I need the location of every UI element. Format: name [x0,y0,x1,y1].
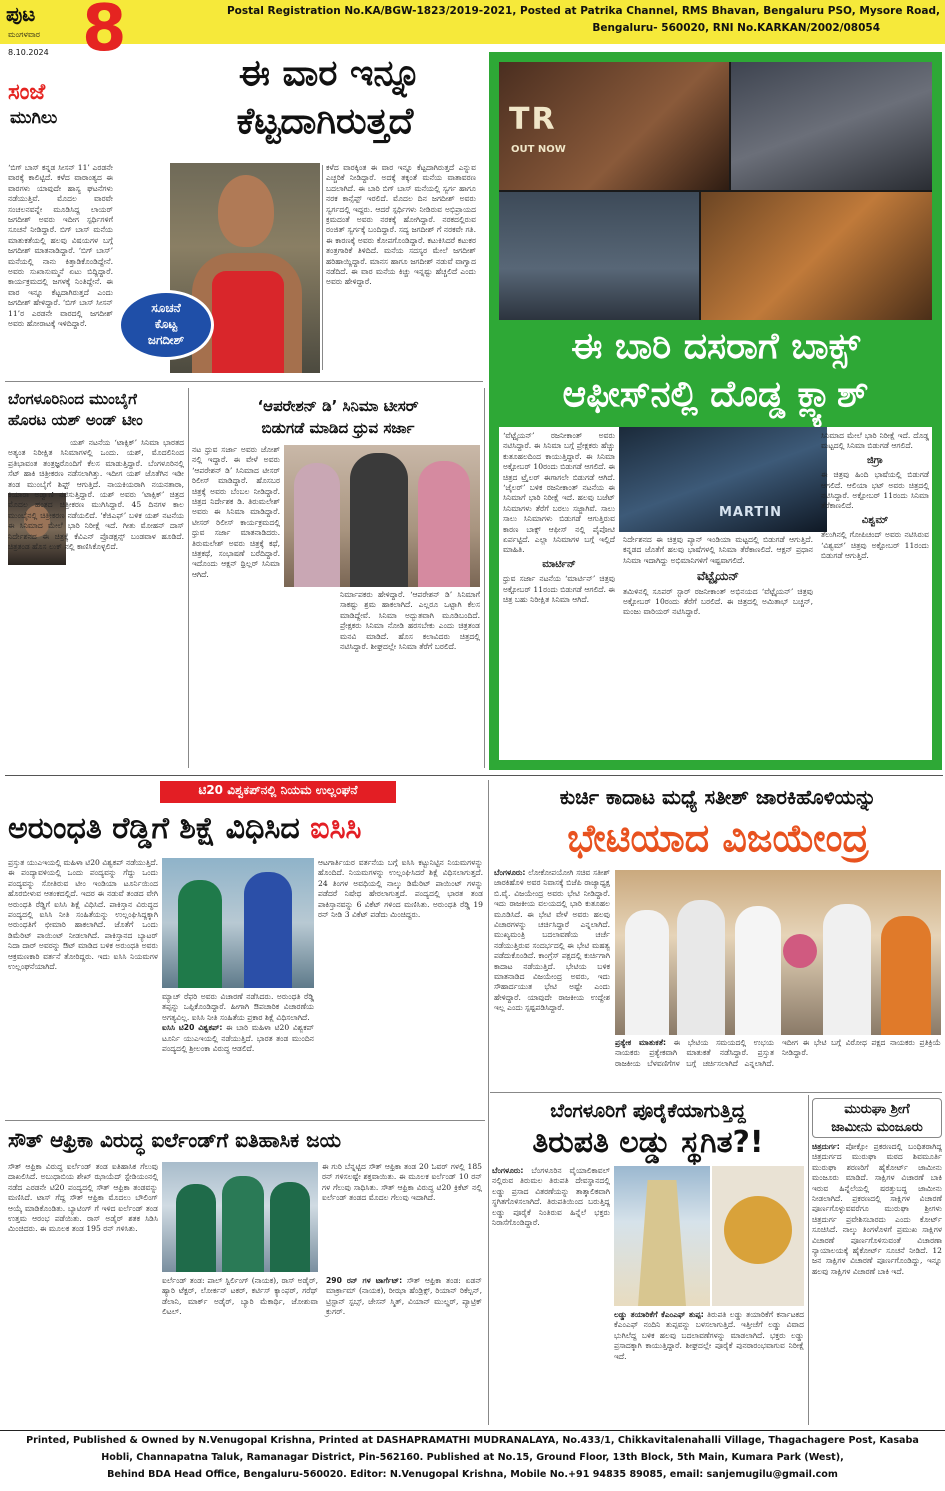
dasara-col-2-text: ನಿರ್ದೇಶನದ ಈ ಚಿತ್ರವು ಪ್ಯಾನ್ ಇಂಡಿಯಾ ಮಟ್ಟದಲ್ಲಿ ಬಿಡುಗಡೆ ಆಗುತ್ತಿದೆ. ಕನ್ನಡದ ಜೊತೆಗೆ ಹಲವು ಭಾಷೆಗಳಲ್ಲಿ ಸಿನಿಮಾ ತೆರೆಕಾಣಲಿದೆ. ಆಕ್ಷನ್ ಪ್ರಧಾನ ಸಿನಿಮಾ ಇದಾಗಿದ್ದು ಅಭಿಮಾನಿಗಳಿಗೆ ಇಷ್ಟವಾಗಲಿದೆ. [623,535,813,565]
yash-text: ಯಶ್ ನಟನೆಯ ‘ಟಾಕ್ಸಿಕ್’ ಸಿನಿಮಾ ಭಾರತದ ಅತ್ಯಂತ ನಿರೀಕ್ಷಿತ ಸಿನಿಮಾಗಳಲ್ಲಿ ಒಂದು. ಯಶ್, ಮೊದಲಿನಿಂದ ಪ್ರತಿಭಾವಂತ ತಂತ್ರಜ್ಞರೊಂದಿಗೆ ಕೆಲಸ ಮಾಡುತ್ತಿದ್ದಾರೆ. ಬೆಂಗಳೂರಿನಲ್ಲಿ ಸೆಟ್ ಹಾಕಿ ಚಿತ್ರೀಕರಣ ನಡೆಸಲಾಗಿತ್ತು. ಇದೀಗ ಯಶ್ ಜೊತೆಗಿನ ಇಡೀ ತಂಡ ಮುಂಬೈಗೆ ಶಿಫ್ಟ್ ಆಗುತ್ತಿದೆ. ನಾಯಕಿಯರಾಗಿ ನಯನತಾರಾ, ಕಿಯಾರಾ ಅಡ್ವಾಣಿ ನಟಿಸುತ್ತಿದ್ದಾರೆ. ಯಶ್ ಅವರು ‘ಟಾಕ್ಸಿಕ್’ ಚಿತ್ರದ ಮೊದಲ ಹಂತದ ಚಿತ್ರೀಕರಣ ಮುಗಿಸಿದ್ದಾರೆ. 45 ದಿನಗಳ ಕಾಲ ಮುಂಬೈನಲ್ಲಿ ಚಿತ್ರೀಕರಣ ನಡೆಯಲಿದೆ. ‘ಕೆಜಿಎಫ್’ ಬಳಿಕ ಯಶ್ ನಟನೆಯ ಈ ಸಿನಿಮಾದ ಮೇಲೆ ಭಾರಿ ನಿರೀಕ್ಷೆ ಇದೆ. ಗೀತು ಮೋಹನ್ ದಾಸ್ ನಿರ್ದೇಶನದ ಈ ಚಿತ್ರಕ್ಕೆ ಕೆವಿಎನ್ ಪ್ರೊಡಕ್ಷನ್ಸ್ ಬಂಡವಾಳ ಹೂಡಿದೆ. ಚಿತ್ರತಂಡ ಹೊಸ ಲುಕ್ ನಲ್ಲಿ ಕಾಣಿಸಿಕೊಳ್ಳಲಿದೆ. [8,438,184,552]
ireland-photo [162,1162,318,1272]
page-word-overlay: ಪುಟ [6,2,36,26]
vijayendra-headline-2: ಭೇಟಿಯಾದ ವಿಜಯೇಂದ್ರ [567,816,869,860]
operation-d-headline-2: ಬಿಡುಗಡೆ ಮಾಡಿದ ಧ್ರುವ ಸರ್ಜಾ [261,419,415,437]
paper-name-2-overlay: ಮುಗಿಲು [10,108,58,128]
ireland-text-3-container [162,1276,482,1424]
ireland-text-1: ಸೌತ್ ಆಫ್ರಿಕಾ ವಿರುದ್ಧ ಐರ್ಲೆಂಡ್ ತಂಡ ಐತಿಹಾಸಿಕ ಗೆಲುವು ದಾಖಲಿಸಿದೆ. ಅಬುಧಾಬಿಯ ಶೇಖ್ ಝಾಯೆದ್ ಸ್ಟೇಡಿಯಂನಲ್ಲಿ ನಡೆದ ಎರಡನೇ ಟಿ20 ಪಂದ್ಯದಲ್ಲಿ ಸೌತ್ ಆಫ್ರಿಕಾ ತಂಡವನ್ನು ಮಣಿಸಿದೆ. ಟಾಸ್ ಗೆದ್ದ ಸೌತ್ ಆಫ್ರಿಕಾ ಮೊದಲು ಬೌಲಿಂಗ್ ಆಯ್ಕೆ ಮಾಡಿಕೊಂಡಿತು. ಬ್ಯಾಟಿಂಗ್ ಗೆ ಇಳಿದ ಐರ್ಲೆಂಡ್ ತಂಡ ಉತ್ತಮ ಆರಂಭ ಪಡೆಯಿತು. ರಾಸ್ ಅಡೈರ್ ಶತಕ ಸಿಡಿಸಿ ಮಿಂಚಿದರು. ಈ ಮೂಲಕ ತಂಡ 195 ರನ್ ಗಳಿಸಿತು. [8,1162,158,1234]
dasara-col-3-after-2: ತೆಲುಗಿನಲ್ಲಿ ಗೋಪಿಚಂದ್ ಅವರು ನಟಿಸಿರುವ ‘ವಿಶ್ವಮ್’ ಚಿತ್ರವು ಅಕ್ಟೋಬರ್ 11ರಂದು ಬಿಡುಗಡೆ ಆಗುತ್ತಿದೆ. [821,530,929,561]
dasara-col-3 [821,431,929,756]
rule [808,1095,809,1425]
dasara-col-1-subhead: ಮಾರ್ಟಿನ್ [542,558,576,570]
poster-2 [731,62,932,190]
vijayendra-text-2-body: ಈ ಭೇಟಿಯ ಸಮಯದಲ್ಲಿ ಉಭಯ ನಾಯಕರು ಪ್ರತ್ಯೇಕವಾಗಿ ಮಾತುಕತೆ ನಡೆಸಿದ್ದಾರೆ. ಪ್ರಸ್ತುತ ರಾಜಕೀಯ ಬೆಳವಣಿಗೆಗಳ ಬಗ್ಗೆ ಚರ್ಚಿಸಲಾಗಿದೆ ಎನ್ನಲಾಗಿದೆ. ಇದೀಗ ಈ ಭೇಟಿ ಬಗ್ಗೆ ವಿರೋಧ ಪಕ್ಷದ ನಾಯಕರು ಪ್ರತಿಕ್ರಿಯೆ ನೀಡಿದ್ದಾರೆ. [615,1038,941,1068]
page-number-overlay: 8 [82,0,127,66]
group-person-2 [677,900,725,1035]
poster-out-now: OUT NOW [511,144,566,155]
dasara-col-1 [503,431,615,756]
icc-headline [8,808,484,850]
rule [488,1095,489,1425]
dasara-headline-1: ಈ ಬಾರಿ ದಸರಾಗೆ ಬಾಕ್ಸ್ [571,326,860,367]
player-left [178,880,222,988]
martin-poster-title: MARTIN [719,505,783,520]
vijayendra-text-body: ಲೋಕೋಪಯೋಗಿ ಸಚಿವ ಸತೀಶ್ ಜಾರಕಿಹೊಳಿ ಅವರ ನಿವಾಸಕ್ಕೆ ಬಿಜೆಪಿ ರಾಜ್ಯಾಧ್ಯಕ್ಷ ಬಿ.ವೈ. ವಿಜಯೇಂದ್ರ ಅವರು ಭೇಟಿ ನೀಡಿದ್ದಾರೆ. ಇದು ರಾಜಕೀಯ ವಲಯದಲ್ಲಿ ಭಾರಿ ಕುತೂಹಲ ಮೂಡಿಸಿದೆ. ಈ ಭೇಟಿ ವೇಳೆ ಅವರು ಹಲವು ವಿಚಾರಗಳನ್ನು ಚರ್ಚಿಸಿದ್ದಾರೆ ಎನ್ನಲಾಗಿದೆ. ಮುಖ್ಯಮಂತ್ರಿ ಬದಲಾವಣೆಯ ಚರ್ಚೆ ನಡೆಯುತ್ತಿರುವ ಸಂದರ್ಭದಲ್ಲಿ ಈ ಭೇಟಿ ಮಹತ್ವ ಪಡೆದುಕೊಂಡಿದೆ. ಕಾಂಗ್ರೆಸ್ ಪಕ್ಷದಲ್ಲಿ ಕುರ್ಚಿಗಾಗಿ ಕಾದಾಟ ನಡೆಯುತ್ತಿದೆ. ಭೇಟಿಯ ಬಳಿಕ ಮಾತನಾಡಿದ ವಿಜಯೇಂದ್ರ ಅವರು, ಇದು ಸೌಹಾರ್ದಯುತ ಭೇಟಿ ಅಷ್ಟೇ ಎಂದು ಹೇಳಿದ್ದಾರೆ. ಯಾವುದೇ ರಾಜಕೀಯ ಉದ್ದೇಶ ಇಲ್ಲ ಎಂದು ಸ್ಪಷ್ಟಪಡಿಸಿದ್ದಾರೆ. [494,868,610,1013]
rule [484,388,485,768]
bigg-boss-col-1: ‘ಬಿಗ್ ಬಾಸ್ ಕನ್ನಡ ಸೀಸನ್ 11’ ಎರಡನೇ ವಾರಕ್ಕೆ ಕಾಲಿಟ್ಟಿದೆ. ಕಳೆದ ವಾರಾಂತ್ಯದ ಈ ವಾರಗಳು ಯಾವುದೇ ಹಾಸ್ಯ ಘಟನೆಗಳು ನಡೆಯುತ್ತಿವೆ. ಮೊದಲ ವಾರವೇ ಸಂಚಲನವನ್ನೇ ಮೂಡಿಸಿದ್ದ ಲಾಯರ್ ಜಗದೀಶ್ ಅವರು ಇದೀಗ ಸ್ಪರ್ಧಿಗಳಿಗೆ ಸೂಚನೆ ನೀಡಿದ್ದಾರೆ. ಬಿಗ್ ಬಾಸ್ ಮನೆಯ ಮಾತುಕತೆಯಲ್ಲಿ ಹಲವು ವಿಷಯಗಳ ಬಗ್ಗೆ ಜಗದೀಶ್ ಮಾತನಾಡಿದ್ದಾರೆ. ‘ಬಿಗ್ ಬಾಸ್’ ಮನೆಯಲ್ಲಿ ನಾನು ಕಿತ್ತಾಡಿಕೊಂಡಿದ್ದೇನೆ. ಅವರು ಸುಖಾಸುಮ್ಮನೆ ಏಟು ಬಿದ್ದಿದ್ದಾರೆ. ಕಾರ್ಯಕ್ರಮದಲ್ಲಿ ಜಗಳಕ್ಕೆ ನಿಂತಿದ್ದೇನೆ. ಈ ವಾರ ಇನ್ನೂ ಕೆಟ್ಟದಾಗಿರುತ್ತದೆ ಎಂದು ಜಗದೀಶ್ ಹೇಳಿದ್ದಾರೆ. ‘ಬಿಗ್ ಬಾಸ್ ಸೀಸನ್ 11’ರ ಎರಡನೇ ವಾರದಲ್ಲಿ ಜಗದೀಶ್ ಅವರು ಹೋರಾಟಕ್ಕೆ ಇಳಿದಿದ್ದಾರೆ. [8,163,113,329]
muruga-headline-2: ಜಾಮೀನು ಮಂಜೂರು [831,1120,923,1135]
yash-headline-1: ಬೆಂಗಳೂರಿನಿಂದ ಮುಂಬೈಗೆ [8,390,137,408]
temple-photo [614,1166,710,1306]
dasara-col-2-subhead: ವೆಟ್ಟೈಯನ್ [696,569,740,584]
laddu-headline-1: ಬೆಂಗಳೂರಿಗೆ ಪೂರೈಕೆಯಾಗುತ್ತಿದ್ದ [550,1100,746,1122]
poster-title: TR [509,102,557,137]
ireland-text-4: ಸೌತ್ ಆಫ್ರಿಕಾ ತಂಡ: ಏಡನ್ ಮಾರ್ಕ್ರಾಮ್ (ನಾಯಕ), ರೀಝಾ ಹೆಂಡ್ರಿಕ್ಸ್, ರಿಯಾನ್ ರಿಕೆಲ್ಟನ್, ಟ್ರಿಸ್ಟಾನ್ ಸ್ಟಬ್ಸ್, ಜೇಸನ್ ಸ್ಮಿತ್, ವಿಯಾನ್ ಮುಲ್ಡರ್, ಪ್ಯಾಟ್ರಿಕ್ ಕ್ರುಗರ್. [326,1276,482,1317]
icc-headline-red: ಐಸಿಸಿ [310,811,362,846]
vijayendra-sub-label: ಪ್ರತ್ಯೇಕ ಮಾತುಕತೆ: [615,1038,667,1047]
rule [322,165,323,370]
footer-line-2: Hobli, Channapatna Taluk, Ramanagar District, Pin-562160. Published at No.15, Ground Floor, 13th Block, 5th Main, Kumara Park (West), [101,1452,844,1463]
icc-text-1: ಪ್ರಸ್ತುತ ಯುಎಇಯಲ್ಲಿ ಮಹಿಳಾ ಟಿ20 ವಿಶ್ವಕಪ್ ನಡೆಯುತ್ತಿದೆ. ಈ ಪಂದ್ಯಾವಳಿಯಲ್ಲಿ ಒಂದು ಪಂದ್ಯವನ್ನು ಗೆದ್ದು ಒಂದು ಪಂದ್ಯವನ್ನು ಸೋತಿರುವ ಟೀಂ ಇಂಡಿಯಾ ಟೂರ್ನಿಯಿಂದ ಹೊರಬೀಳುವ ಆತಂಕದಲ್ಲಿದೆ. ಇದರ ಈ ನಡುವೆ ತಂಡದ ವೇಗಿ ಅರುಂಧತಿ ರೆಡ್ಡಿಗೆ ಐಸಿಸಿ ಶಿಕ್ಷೆ ವಿಧಿಸಿದೆ. ಪಾಕಿಸ್ತಾನ ವಿರುದ್ಧದ ಪಂದ್ಯದಲ್ಲಿ ಐಸಿಸಿ ನೀತಿ ಸಂಹಿತೆಯನ್ನು ಉಲ್ಲಂಘಿಸಿದ್ದಕ್ಕಾಗಿ ಅರುಂಧತಿಗೆ ಛೀಮಾರಿ ಹಾಕಲಾಗಿದೆ. ಜೊತೆಗೆ ಒಂದು ಡಿಮೆರಿಟ್ ಪಾಯಿಂಟ್ ನೀಡಲಾಗಿದೆ. ಪಾಕಿಸ್ತಾನದ ಬ್ಯಾಟರ್ ನಿದಾ ದಾರ್ ಅವರನ್ನು ಔಟ್ ಮಾಡಿದ ಬಳಿಕ ಅರುಂಧತಿ ಅವರು ಆಕ್ರಮಣಕಾರಿ ವರ್ತನೆ ತೋರಿದ್ದರು. ಇದು ಐಸಿಸಿ ನಿಯಮಗಳ ಉಲ್ಲಂಘನೆಯಾಗಿದೆ. [8,858,158,972]
date-overlay: 8.10.2024 [8,48,49,57]
group-person-1 [625,910,669,1035]
group-person-5 [881,916,931,1035]
rule [5,775,943,776]
vijayendra-dateline: ಬೆಂಗಳೂರು: [494,868,526,877]
laddu-dateline: ಬೆಂಗಳೂರು: [492,1166,524,1175]
person-right [418,461,470,587]
dasara-col-2 [623,535,813,757]
muruga-text-body: ಪೋಕ್ಸೋ ಪ್ರಕರಣದಲ್ಲಿ ಬಂಧಿತರಾಗಿದ್ದ ಚಿತ್ರದುರ್ಗದ ಮುರುಘಾ ಮಠದ ಶಿವಮೂರ್ತಿ ಮುರುಘಾ ಶರಣರಿಗೆ ಹೈಕೋರ್ಟ್ ಜಾಮೀನು ಮಂಜೂರು ಮಾಡಿದೆ. ಸಾಕ್ಷಿಗಳ ವಿಚಾರಣೆ ಬಾಕಿ ಇರುವ ಹಿನ್ನೆಲೆಯಲ್ಲಿ ಷರತ್ತುಬದ್ಧ ಜಾಮೀನು ನೀಡಲಾಗಿದೆ. ಪ್ರಕರಣದಲ್ಲಿ ಸಾಕ್ಷಿಗಳ ವಿಚಾರಣೆ ಪೂರ್ಣಗೊಳ್ಳುವವರೆಗೂ ಮುರುಘಾ ಶ್ರೀಗಳು ಚಿತ್ರದುರ್ಗ ಪ್ರವೇಶಿಸಬಾರದು ಎಂದು ಕೋರ್ಟ್ ಸೂಚಿಸಿದೆ. ನಾಲ್ಕು ತಿಂಗಳೊಳಗೆ ಪ್ರಮುಖ ಸಾಕ್ಷಿಗಳ ವಿಚಾರಣೆ ಪೂರ್ಣಗೊಳಿಸುವಂತೆ ವಿಚಾರಣಾ ನ್ಯಾಯಾಲಯಕ್ಕೆ ಹೈಕೋರ್ಟ್ ಸೂಚನೆ ನೀಡಿದೆ. 12 ಜನ ಸಾಕ್ಷಿಗಳ ವಿಚಾರಣೆ ಪೂರ್ಣಗೊಂಡಿದ್ದು, ಇನ್ನೂ ಹಲವು ಸಾಕ್ಷಿಗಳ ವಿಚಾರಣೆ ಬಾಕಿ ಇದೆ. [812,1142,942,1276]
ireland-player-3 [270,1182,310,1272]
day-overlay: ಮಂಗಳವಾರ [8,30,41,39]
rule [488,780,489,1118]
laddu-text-2 [614,1310,804,1424]
badge-line-2: ಕೊಟ್ಟ [154,317,178,331]
postal-line-1: Postal Registration No.KA/BGW-1823/2019-2021, Posted at Patrika Channel, RMS Bhavan, Bengaluru PSO, Mysore Road, [226,5,940,17]
ireland-headline: ಸೌತ್ ಆಫ್ರಿಕಾ ವಿರುದ್ಧ ಐರ್ಲೆಂಡ್‌ಗೆ ಐತಿಹಾಸಿಕ ಜಯ [8,1128,341,1152]
yash-headline-2: ಹೊರಟ ಯಶ್ ಅಂಡ್ ಟೀಂ [8,411,143,429]
icc-text-3: ಮ್ಯಾಚ್ ರೆಫರಿ ಅವರು ವಿಚಾರಣೆ ನಡೆಸಿದರು. ಅರುಂಧತಿ ರೆಡ್ಡಿ ತಪ್ಪನ್ನು ಒಪ್ಪಿಕೊಂಡಿದ್ದಾರೆ. ಹೀಗಾಗಿ ಔಪಚಾರಿಕ ವಿಚಾರಣೆಯ ಅಗತ್ಯವಿಲ್ಲ. ಐಸಿಸಿ ನೀತಿ ಸಂಹಿತೆಯ ಪ್ರಕಾರ ಶಿಕ್ಷೆ ವಿಧಿಸಲಾಗಿದೆ. [162,992,314,1022]
operation-d-text-2: ನಿರ್ಮಾಪಕರು ಹೇಳಿದ್ದಾರೆ. ‘ಆಪರೇಶನ್ ಡಿ’ ಸಿನಿಮಾಗೆ ಸಾಕಷ್ಟು ಶ್ರಮ ಹಾಕಲಾಗಿದೆ. ಎಲ್ಲರೂ ಒಟ್ಟಾಗಿ ಕೆಲಸ ಮಾಡಿದ್ದೇವೆ. ಸಿನಿಮಾ ಅದ್ಭುತವಾಗಿ ಮೂಡಿಬಂದಿದೆ. ಪ್ರೇಕ್ಷಕರು ಸಿನಿಮಾ ನೋಡಿ ಹರಸಬೇಕು ಎಂದು ಚಿತ್ರತಂಡ ಮನವಿ ಮಾಡಿದೆ. ಹೊಸ ಕಲಾವಿದರು ಚಿತ್ರದಲ್ಲಿ ನಟಿಸಿದ್ದಾರೆ. ಶೀಘ್ರದಲ್ಲೇ ಸಿನಿಮಾ ತೆರೆಗೆ ಬರಲಿದೆ. [340,590,480,652]
bouquet [783,934,817,968]
icc-kicker: ಟಿ20 ವಿಶ್ವಕಪ್‌ನಲ್ಲಿ ನಿಯಮ ಉಲ್ಲಂಘನೆ [198,783,358,797]
laddu-text-1 [492,1166,610,1306]
footer-line-1: Printed, Published & Owned by N.Venugopal Krishna, Printed at DASHAPRAMATHI MUDRANALAYA, No.433/1, Chikkavitalenahalli Village, Thagachagere Post, Kasaba [26,1435,919,1446]
icc-photo [162,858,314,988]
operation-d-text-1: ನಟ ಧ್ರುವ ಸರ್ಜಾ ಅವರು ಜೋಶ್ ನಲ್ಲಿ ಇದ್ದಾರೆ. ಈ ವೇಳೆ ಅವರು ‘ಆಪರೇಶನ್ ಡಿ’ ಸಿನಿಮಾದ ಟೀಸರ್ ರಿಲೀಸ್ ಮಾಡಿದ್ದಾರೆ. ಹೊಸಬರ ಚಿತ್ರಕ್ಕೆ ಅವರು ಬೆಂಬಲ ನೀಡಿದ್ದಾರೆ. ಚಿತ್ರದ ನಿರ್ದೇಶಕ ಡಿ. ತಿರುಮಲೇಶ್ ಅವರು ಈ ಸಿನಿಮಾ ಮಾಡಿದ್ದಾರೆ. ಟೀಸರ್ ರಿಲೀಸ್ ಕಾರ್ಯಕ್ರಮದಲ್ಲಿ ಧ್ರುವ ಸರ್ಜಾ ಮಾತನಾಡಿದರು. ತಿರುಮಲೇಶ್ ಅವರು ಚಿತ್ರಕ್ಕೆ ಕಥೆ, ಚಿತ್ರಕಥೆ, ಸಂಭಾಷಣೆ ಬರೆದಿದ್ದಾರೆ. ಇದೊಂದು ಆಕ್ಷನ್ ಥ್ರಿಲ್ಲರ್ ಸಿನಿಮಾ ಆಗಿದೆ. [192,445,280,579]
muruga-text [812,1142,942,1424]
ireland-sub-label: 290 ರನ್ ಗಳ ಟಾರ್ಗೆಟ್: [326,1276,403,1285]
suchane-badge [118,290,214,360]
dasara-col-3-subhead: ಜಿಗ್ರಾ [866,454,884,466]
dasara-col-3-after: ಈ ಚಿತ್ರವು ಹಿಂದಿ ಭಾಷೆಯಲ್ಲಿ ಬಿಡುಗಡೆ ಆಗಲಿದೆ. ಆಲಿಯಾ ಭಟ್ ಅವರು ಚಿತ್ರದಲ್ಲಿ ನಟಿಸಿದ್ದಾರೆ. ಅಕ್ಟೋಬರ್ 11ರಂದು ಸಿನಿಮಾ ತೆರೆಕಾಣಲಿದೆ. [821,470,929,511]
paper-name-1-overlay: ಸಂಜೆ [8,80,46,105]
rule [490,1092,942,1093]
vijayendra-headline-1: ಕುರ್ಚಿ ಕಾದಾಟ ಮಧ್ಯೆ ಸತೀಶ್ ಜಾರಕಿಹೊಳಿಯನ್ನು [559,785,877,809]
dasara-col-3-text: ಸಿನಿಮಾದ ಮೇಲೆ ಭಾರಿ ನಿರೀಕ್ಷೆ ಇದೆ. ದೊಡ್ಡ ಮಟ್ಟದಲ್ಲಿ ಸಿನಿಮಾ ಬಿಡುಗಡೆ ಆಗಲಿದೆ. [821,431,929,451]
icc-text-3-container [162,992,314,1117]
laddu-text-2-body: ತಿರುಪತಿ ಲಡ್ಡು ತಯಾರಿಕೆಗೆ ಕರ್ನಾಟಕದ ಕೆಎಂಎಫ್ ನಂದಿನಿ ತುಪ್ಪವನ್ನು ಬಳಸಲಾಗುತ್ತಿದೆ. ಇತ್ತೀಚೆಗೆ ಲಡ್ಡು ವಿವಾದ ಭುಗಿಲೆದ್ದ ಬಳಿಕ ಹಲವು ಬದಲಾವಣೆಗಳನ್ನು ಮಾಡಲಾಗಿದೆ. ಭಕ್ತರು ಲಡ್ಡು ಪ್ರಸಾದಕ್ಕಾಗಿ ಕಾಯುತ್ತಿದ್ದಾರೆ. ಶೀಘ್ರದಲ್ಲೇ ಪೂರೈಕೆ ಪುನರಾರಂಭವಾಗುವ ನಿರೀಕ್ಷೆ ಇದೆ. [614,1310,804,1361]
rule [5,381,483,382]
vijayendra-text [494,868,610,1090]
group-person-3 [735,906,781,1035]
group-person-4 [823,904,871,1035]
laddu-ball [724,1196,792,1264]
vijayendra-photo [615,870,941,1035]
muruga-dateline: ಚಿತ್ರದುರ್ಗ: [812,1142,840,1151]
dasara-headline-2: ಆಫೀಸ್‌ನಲ್ಲಿ ದೊಡ್ಡ ಕ್ಲ್ಯಾಶ್ [562,374,869,415]
operation-d-headline-1: ‘ಆಪರೇಶನ್ ಡಿ’ ಸಿನಿಮಾ ಟೀಸರ್ [257,397,419,415]
bigg-boss-headline-2: ಕೆಟ್ಟದಾಗಿರುತ್ತದೆ [236,101,414,142]
dasara-col-1-after: ಧ್ರುವ ಸರ್ಜಾ ನಟನೆಯ ‘ಮಾರ್ಟಿನ್’ ಚಿತ್ರವು ಅಕ್ಟೋಬರ್ 11ರಂದು ಬಿಡುಗಡೆ ಆಗಲಿದೆ. ಈ ಚಿತ್ರ ಬಹು ನಿರೀಕ್ಷಿತ ಸಿನಿಮಾ ಆಗಿದೆ. [503,574,615,605]
poster-1 [499,62,729,190]
laddu-sub-label: ಲಡ್ಡು ತಯಾರಿಕೆಗೆ ಕೆಎಂಎಫ್ ತುಪ್ಪ: [614,1310,704,1319]
dasara-green-box [489,52,942,770]
ireland-player-2 [222,1176,264,1272]
rule [5,1120,485,1121]
poster-3 [499,192,699,320]
laddu-photo [712,1166,804,1306]
icc-headline-black: ಅರುಂಧತಿ ರೆಡ್ಡಿಗೆ ಶಿಕ್ಷೆ ವಿಧಿಸಿದ [8,811,311,846]
person-center [350,453,408,587]
dasara-poster-collage [499,62,932,320]
muruga-headline-box [812,1098,942,1138]
poster-4 [701,192,932,320]
ireland-text-3: ಐರ್ಲೆಂಡ್ ತಂಡ: ಪಾಲ್ ಸ್ಟಿರ್ಲಿಂಗ್ (ನಾಯಕ), ರಾಸ್ ಅಡೈರ್, ಹ್ಯಾರಿ ಟೆಕ್ಟರ್, ಲೋರ್ಕನ್ ಟಕರ್, ಕರ್ಟಿಸ್ ಕ್ಯಾಂಫರ್, ಗರೆಥ್ ಡೆಲಾನಿ, ಮಾರ್ಕ್ ಅಡೈರ್, ಬ್ಯಾರಿ ಮೆಕಾರ್ಥಿ, ಜೋಶುವಾ ಲಿಟಲ್. [162,1276,318,1317]
postal-line-2: Bengaluru- 560020, RNI No.KARKAN/2002/08054 [592,22,880,34]
ireland-player-1 [176,1184,216,1272]
badge-line-1: ಸೂಚನೆ [151,301,181,315]
temple-tower [638,1180,686,1306]
dasara-inner-white [499,427,932,760]
ireland-text-2: ಈ ಗುರಿ ಬೆನ್ನಟ್ಟಿದ ಸೌತ್ ಆಫ್ರಿಕಾ ತಂಡ 20 ಓವರ್ ಗಳಲ್ಲಿ 185 ರನ್ ಗಳಿಸಲಷ್ಟೇ ಶಕ್ತವಾಯಿತು. ಈ ಮೂಲಕ ಐರ್ಲೆಂಡ್ 10 ರನ್ ಗಳ ಗೆಲುವು ಸಾಧಿಸಿತು. ಸೌತ್ ಆಫ್ರಿಕಾ ವಿರುದ್ಧ ಟಿ20 ಕ್ರಿಕೆಟ್ ನಲ್ಲಿ ಐರ್ಲೆಂಡ್ ತಂಡದ ಮೊದಲ ಗೆಲುವು ಇದಾಗಿದೆ. [322,1162,482,1203]
badge-line-3: ಜಗದೀಶ್ [147,333,185,347]
dasara-col-2-after: ತಮಿಳಿನಲ್ಲಿ ಸೂಪರ್ ಸ್ಟಾರ್ ರಜನೀಕಾಂತ್ ಅಭಿನಯದ ‘ವೆಟ್ಟೈಯನ್’ ಚಿತ್ರವು ಅಕ್ಟೋಬರ್ 10ರಂದು ತೆರೆಗೆ ಬರಲಿದೆ. ಈ ಚಿತ್ರದಲ್ಲಿ ಅಮಿತಾಭ್ ಬಚ್ಚನ್, ಮಂಜು ವಾರಿಯರ್ ನಟಿಸಿದ್ದಾರೆ. [623,586,813,617]
person-left [294,463,340,587]
player-right [244,872,292,988]
red-vest [212,271,284,373]
icc-text-4: ಈ ಬಾರಿ ಮಹಿಳಾ ಟಿ20 ವಿಶ್ವಕಪ್ ಟೂರ್ನಿ ಯುಎಇಯಲ್ಲಿ ನಡೆಯುತ್ತಿದೆ. ಭಾರತ ತಂಡ ಮುಂದಿನ ಪಂದ್ಯದಲ್ಲಿ ಶ್ರೀಲಂಕಾ ವಿರುದ್ಧ ಆಡಲಿದೆ. [162,1023,314,1054]
bigg-boss-col-2: ಕಳೆದ ವಾರಕ್ಕಿಂತ ಈ ವಾರ ಇನ್ನೂ ಕೆಟ್ಟದಾಗಿರುತ್ತದೆ ಎನ್ನುವ ಎಚ್ಚರಿಕೆ ನೀಡಿದ್ದಾರೆ. ಅದಕ್ಕೆ ತಕ್ಕಂತೆ ಮನೆಯ ವಾತಾವರಣ ಬದಲಾಗಿದೆ. ಈ ಬಾರಿ ಬಿಗ್ ಬಾಸ್ ಮನೆಯಲ್ಲಿ ಸ್ವರ್ಗ ಹಾಗೂ ನರಕ ಕಾನ್ಸೆಪ್ಟ್ ಇರಲಿದೆ. ಮೊದಲ ದಿನ ಜಗದೀಶ್ ಅವರು ಸ್ವರ್ಗದಲ್ಲಿ ಇದ್ದರು. ಆದರೆ ಸ್ಪರ್ಧಿಗಳು ನೀಡಿರುವ ಅಭಿಪ್ರಾಯದ ಕ್ರಮದಂತೆ ಅವರು ನರಕಕ್ಕೆ ಹೋಗಿದ್ದಾರೆ. ನರಕದಲ್ಲಿರುವ ರಂಜಿತ್ ಸ್ವರ್ಗಕ್ಕೆ ಬಂದಿದ್ದಾರೆ. ಸದ್ಯ ಜಗದೀಶ್ ಗೆ ನರಕವೇ ಗತಿ. ಈ ಕಾರಣಕ್ಕೆ ಅವರು ಕೋಪಗೊಂಡಿದ್ದಾರೆ. ಕಟುಕಿಸಿದರೆ ಕಟುಕರ ತಂತ್ರಗಾರಿಕೆ ತಿಳಿದಿದೆ. ಮನೆಯ ಸದಸ್ಯರ ಮೇಲೆ ಜಗದೀಶ್ ಹರಿಹಾಯ್ದಿದ್ದಾರೆ. ಮಾನಸ ಹಾಗೂ ಜಗದೀಶ್ ನಡುವೆ ವಾಗ್ವಾದ ನಡೆದಿದೆ. ಈ ವಾರ ಮನೆಯ ಕಿಚ್ಚು ಇನ್ನಷ್ಟು ಹೆಚ್ಚಲಿದೆ ಎಂದು ಅವರು ಹೇಳಿದ್ದಾರೆ. [326,163,476,287]
laddu-text-1-body: ಬೆಂಗಳೂರಿನ ವೈಯಾಲಿಕಾವಲ್ ನಲ್ಲಿರುವ ತಿರುಮಲ ತಿರುಪತಿ ದೇವಸ್ಥಾನದಲ್ಲಿ ಲಡ್ಡು ಪ್ರಸಾದ ವಿತರಣೆಯನ್ನು ತಾತ್ಕಾಲಿಕವಾಗಿ ಸ್ಥಗಿತಗೊಳಿಸಲಾಗಿದೆ. ತಿರುಪತಿಯಿಂದ ಬರುತ್ತಿದ್ದ ಲಡ್ಡು ಪೂರೈಕೆ ನಿಂತಿರುವ ಹಿನ್ನೆಲೆ ಭಕ್ತರು ನಿರಾಸೆಗೊಂಡಿದ್ದಾರೆ. [492,1166,610,1228]
dasara-col-1-text: ‘ವೆಟ್ಟೈಯನ್’ ರಜನೀಕಾಂತ್ ಅವರು ನಟಿಸಿದ್ದಾರೆ. ಈ ಸಿನಿಮಾ ಬಗ್ಗೆ ಪ್ರೇಕ್ಷಕರು ಹೆಚ್ಚು ಕುತೂಹಲದಿಂದ ಕಾಯುತ್ತಿದ್ದಾರೆ. ಈ ಸಿನಿಮಾ ಅಕ್ಟೋಬರ್ 10ರಂದು ಬಿಡುಗಡೆ ಆಗಲಿದೆ. ಈ ಚಿತ್ರದ ಟ್ರೈಲರ್ ಈಗಾಗಲೇ ಬಿಡುಗಡೆ ಆಗಿದೆ. ‘ಜೈಲರ್’ ಬಳಿಕ ರಜನೀಕಾಂತ್ ನಟನೆಯ ಈ ಸಿನಿಮಾಗೆ ಭಾರಿ ನಿರೀಕ್ಷೆ ಇದೆ. ಹಲವು ಬಜೆಟ್ ಸಿನಿಮಾಗಳು ತೆರೆಗೆ ಬರಲು ಸಜ್ಜಾಗಿವೆ. ಸಾಲು ಸಾಲು ಸಿನಿಮಾಗಳು ಬಿಡುಗಡೆ ಆಗುತ್ತಿರುವ ಕಾರಣ ಬಾಕ್ಸ್ ಆಫೀಸ್ ನಲ್ಲಿ ಪೈಪೋಟಿ ಏರ್ಪಟ್ಟಿದೆ. ಎಲ್ಲಾ ಸಿನಿಮಾಗಳ ಬಗ್ಗೆ ಇಲ್ಲಿದೆ ಮಾಹಿತಿ. [503,431,615,555]
dasara-col-3-subhead-2: ವಿಶ್ವಮ್ [861,514,889,526]
icc-sub-label: ಐಸಿಸಿ ಟಿ20 ವಿಶ್ವಕಪ್: [162,1023,223,1033]
martin-poster [619,427,827,532]
footer-rule [0,1430,945,1431]
icc-text-2: ಆಟಗಾರ್ತಿಯರ ವರ್ತನೆಯ ಬಗ್ಗೆ ಐಸಿಸಿ ಕಟ್ಟುನಿಟ್ಟಿನ ನಿಯಮಗಳನ್ನು ಹೊಂದಿದೆ. ನಿಯಮಗಳನ್ನು ಉಲ್ಲಂಘಿಸಿದರೆ ಶಿಕ್ಷೆ ವಿಧಿಸಲಾಗುತ್ತದೆ. 24 ತಿಂಗಳ ಅವಧಿಯಲ್ಲಿ ನಾಲ್ಕು ಡಿಮೆರಿಟ್ ಪಾಯಿಂಟ್ ಗಳನ್ನು ಪಡೆದರೆ ನಿಷೇಧ ಹೇರಲಾಗುತ್ತದೆ. ಪಂದ್ಯದಲ್ಲಿ ಭಾರತ ತಂಡ ಪಾಕಿಸ್ತಾನವನ್ನು 6 ವಿಕೆಟ್ ಗಳಿಂದ ಮಣಿಸಿತು. ಅರುಂಧತಿ ರೆಡ್ಡಿ 19 ರನ್ ನೀಡಿ 3 ವಿಕೆಟ್ ಪಡೆದು ಮಿಂಚಿದ್ದರು. [318,858,483,920]
operation-d-photo [284,445,480,587]
rule [188,388,189,768]
masthead [0,0,945,50]
laddu-headline-2: ತಿರುಪತಿ ಲಡ್ಡು ಸ್ಥಗಿತ?! [532,1125,764,1160]
vijayendra-text-2 [615,1038,941,1090]
bigg-boss-headline-1: ಈ ವಾರ ಇನ್ನೂ [238,53,422,94]
footer-line-3: Behind BDA Head Office, Bengaluru-560020. Editor: N.Venugopal Krishna, Mobile No.+91 94835 89085, email: sanjemugilu@gmail.com [107,1469,838,1480]
muruga-headline-1: ಮುರುಘಾ ಶ್ರೀಗೆ [844,1102,910,1117]
jagadish-head [218,175,274,247]
